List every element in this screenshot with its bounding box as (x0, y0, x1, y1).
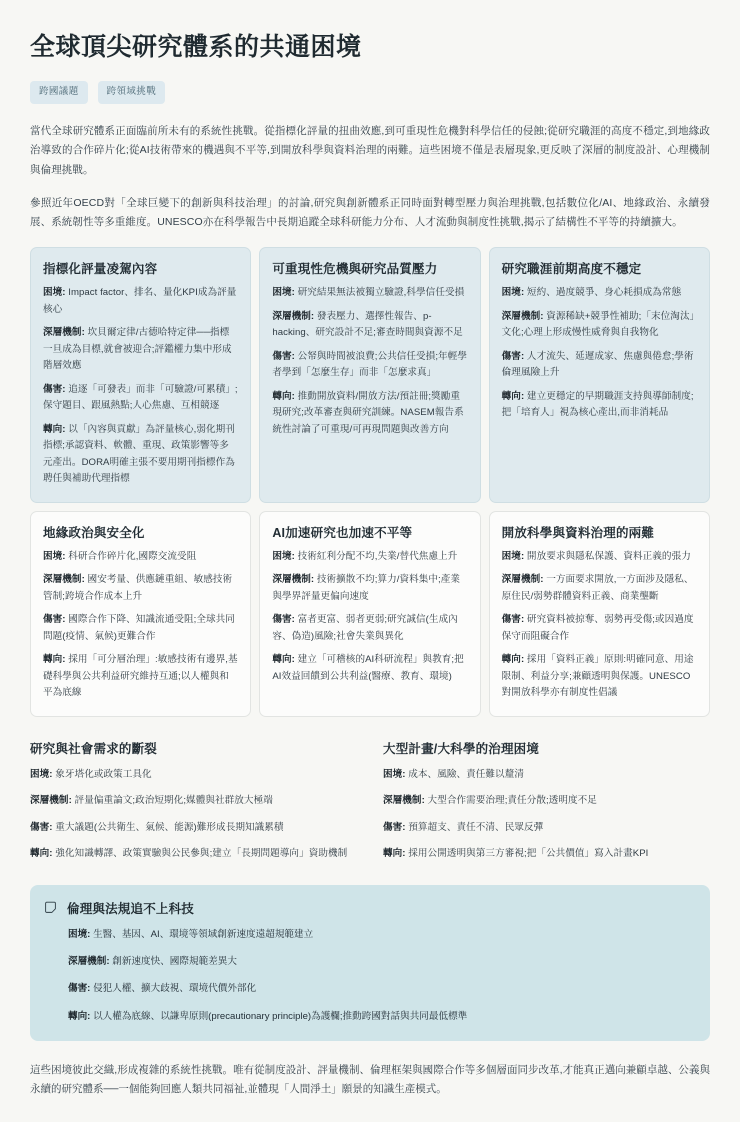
label-dilemma: 困境: (501, 287, 525, 299)
label-mechanism: 深層機制: (43, 327, 85, 339)
value-dilemma: 成本、風險、責任難以釐清 (408, 768, 524, 780)
label-shift: 轉向: (501, 654, 525, 666)
label-shift: 轉向: (30, 848, 53, 860)
label-shift: 轉向: (43, 423, 66, 435)
value-harm: 追逐「可發表」而非「可驗證/可累積」;保守題目、跟風熱點;人心焦慮、互相競逐 (43, 383, 238, 412)
card-title: 研究職涯前期高度不穩定 (501, 261, 642, 276)
value-dilemma: 科研合作碎片化,國際交流受阻 (68, 550, 197, 562)
card-mechanism (502, 309, 697, 342)
card-harm (502, 612, 697, 645)
card-harm (43, 612, 238, 645)
label-dilemma: 困境: (68, 928, 91, 940)
card-ai-inequality (259, 511, 480, 717)
value-dilemma: 技術紅利分配不均,失業/替代焦慮上升 (297, 550, 458, 562)
label-harm: 傷害: (501, 614, 525, 626)
intro-paragraph-2: 參照近年OECD對「全球巨變下的創新與科技治理」的討論,研究與創新體系正同時面對轉型壓力與治理挑戰,包括數位化/AI、地緣政治、永續發展、系統韌性等多重維度。UNESCO亦在科學報告中長期追蹤全球科研能力分布、人才流動與制度性挑戰,揭示了結構性不平等的持續擴大。 (30, 197, 710, 229)
card-early-career-instability (489, 247, 710, 503)
card-shift (502, 652, 697, 702)
value-harm: 公帑與時間被浪費;公共信任受損;年輕學者學到「怎麼生存」而非「怎麼求真」 (272, 350, 467, 379)
callout-dilemma (68, 927, 694, 943)
value-shift: 以「內容與貢獻」為評量核心,弱化期刊指標;承認資料、軟體、重現、政策影響等多元產出。DORA明確主張不要用期刊指標作為聘任與補助代理指標 (43, 423, 235, 485)
note-icon (44, 901, 57, 914)
card-harm (502, 349, 697, 382)
page-title: 全球頂尖研究體系的共通困境 (30, 33, 362, 61)
section-research-society-gap (30, 739, 357, 863)
value-mechanism: 大型合作需要治理;責任分散;透明度不足 (427, 795, 597, 807)
card-mechanism (272, 572, 467, 605)
value-harm: 預算超支、責任不清、民眾反彈 (408, 821, 544, 833)
label-dilemma: 困境: (43, 287, 66, 299)
label-mechanism: 深層機制: (68, 956, 110, 968)
label-mechanism: 深層機制: (43, 574, 85, 586)
section-mechanism (30, 793, 357, 810)
card-indicator-evaluation (30, 247, 251, 503)
card-mechanism (43, 325, 238, 375)
value-shift: 強化知識轉譯、政策實驗與公民參與;建立「長期問題導向」資助機制 (55, 848, 348, 860)
value-mechanism: 技術擴散不均;算力/資料集中;產業與學界評量更偏向速度 (272, 574, 461, 602)
closing-paragraph: 這些困境彼此交織,形成複雜的系統性挑戰。唯有從制度設計、評量機制、倫理框架與國際合作等多個層面同步改革,才能真正邁向兼顧卓越、公義與永續的研究體系──一個能夠回應人類共同福祉,並體現「人間淨土」願景的知識生產模式。 (30, 1064, 710, 1096)
section-harm (30, 820, 357, 837)
card-title: AI加速研究也加速不平等 (272, 525, 413, 540)
value-dilemma: 短約、過度競爭、身心耗損成為常態 (526, 287, 682, 299)
card-dilemma (43, 549, 238, 566)
value-mechanism: 評量偏重論文;政治短期化;媒體與社群放大極端 (74, 795, 273, 807)
card-dilemma (502, 285, 697, 302)
card-dilemma (43, 285, 238, 318)
card-title: 可重現性危機與研究品質壓力 (272, 261, 438, 276)
value-dilemma: 象牙塔化或政策工具化 (55, 768, 152, 780)
label-harm: 傷害: (68, 983, 91, 995)
section-shift (383, 846, 710, 863)
card-mechanism (502, 572, 697, 605)
value-harm: 富者更富、弱者更弱;研究誠信(生成內容、偽造)風險;社會失業與異化 (272, 614, 458, 642)
label-mechanism: 深層機制: (501, 574, 544, 586)
card-shift (43, 652, 238, 702)
card-title: 地緣政治與安全化 (43, 525, 145, 540)
label-dilemma: 困境: (272, 287, 295, 299)
label-dilemma: 困境: (43, 550, 66, 562)
value-mechanism: 創新速度快、國際規範差異大 (112, 956, 237, 968)
section-big-science-governance (383, 739, 710, 863)
tag-chip-0[interactable]: 跨國議題 (30, 81, 88, 104)
value-harm: 侵犯人權、擴大歧視、環境代價外部化 (93, 983, 257, 995)
value-dilemma: 開放要求與隱私保護、資料正義的張力 (526, 550, 691, 562)
value-dilemma: Impact factor、排名、量化KPI成為評量核心 (43, 287, 237, 315)
card-harm (43, 382, 238, 415)
value-harm: 研究資料被掠奪、弱勢再受傷;或因過度保守而阻礙合作 (501, 614, 694, 642)
card-title: 開放科學與資料治理的兩難 (501, 525, 655, 540)
section-harm (383, 820, 710, 837)
card-reproducibility-crisis (259, 247, 480, 503)
label-harm: 傷害: (43, 614, 66, 626)
callout-header (44, 899, 694, 917)
card-mechanism (43, 572, 238, 605)
label-harm: 傷害: (43, 383, 66, 395)
card-shift (272, 389, 467, 439)
plain-sections (30, 739, 710, 863)
intro-paragraph-1: 當代全球研究體系正面臨前所未有的系統性挑戰。從指標化評量的扭曲效應,到可重現性危機對科學信任的侵蝕;從研究職涯的高度不穩定,到地緣政治導致的合作碎片化;從AI技術帶來的機遇與不平等,到開放科學與資料治理的兩難。這些困境不僅是表層現象,更反映了深層的制度設計、心理機制與倫理挑戰。 (30, 124, 710, 176)
value-shift: 以人權為底線、以謙卑原則(precautionary principle)為護欄;推動跨國對話與共同最低標準 (93, 1010, 468, 1022)
card-harm (272, 612, 467, 645)
label-dilemma: 困境: (383, 768, 406, 780)
card-dilemma (502, 549, 697, 566)
value-harm: 人才流失、延遲成家、焦慮與倦怠;學術倫理風險上升 (501, 350, 694, 379)
card-title: 指標化評量凌駕內容 (43, 261, 158, 276)
section-dilemma (30, 767, 357, 784)
callout-harm (68, 981, 694, 997)
value-mechanism: 坎貝爾定律/古德哈特定律──指標一旦成為目標,就會被迎合;評鑑權力集中形成階層效應 (43, 327, 232, 372)
label-shift: 轉向: (272, 390, 295, 402)
card-harm (272, 349, 467, 382)
label-mechanism: 深層機制: (30, 795, 72, 807)
value-harm: 國際合作下降、知識流通受阻;全球共同問題(疫情、氣候)更難合作 (43, 614, 235, 642)
label-harm: 傷害: (30, 821, 53, 833)
tag-list (30, 81, 710, 104)
callout-title: 倫理與法規追不上科技 (67, 901, 195, 916)
callout-body (44, 927, 694, 1025)
value-dilemma: 研究結果無法被獨立驗證,科學信任受損 (297, 287, 465, 299)
section-title: 研究與社會需求的斷裂 (30, 741, 158, 756)
card-grid-row-1 (30, 247, 710, 503)
callout-ethics-regulation (30, 885, 710, 1041)
value-shift: 採用「可分層治理」:敏感技術有邊界,基礎科學與公共利益研究維持互通;以人權與和平為底線 (43, 654, 238, 699)
label-dilemma: 困境: (30, 768, 53, 780)
label-harm: 傷害: (272, 350, 295, 362)
label-shift: 轉向: (501, 390, 525, 402)
card-shift (502, 389, 697, 422)
callout-mechanism (68, 954, 694, 970)
value-shift: 建立更穩定的早期職涯支持與導師制度;把「培育人」視為核心產出,而非消耗品 (501, 390, 694, 419)
value-dilemma: 生醫、基因、AI、環境等領域創新速度遠超規範建立 (93, 928, 314, 940)
label-harm: 傷害: (501, 350, 525, 362)
label-mechanism: 深層機制: (272, 574, 315, 586)
value-harm: 重大議題(公共衛生、氣候、能源)難形成長期知識累積 (55, 821, 284, 833)
value-mechanism: 資源稀缺+競爭性補助;「末位淘汰」文化;心理上形成慢性威脅與自我物化 (501, 310, 695, 339)
label-shift: 轉向: (68, 1010, 91, 1022)
value-shift: 推動開放資料/開放方法/預註冊;獎勵重現研究;改革審查與研究訓練。NASEM報告系統性討論了可重現/可再現問題與改善方向 (272, 390, 464, 435)
label-dilemma: 困境: (272, 550, 295, 562)
value-mechanism: 一方面要求開放,一方面涉及隱私、原住民/弱勢群體資料正義、商業壟斷 (501, 574, 694, 602)
tag-chip-1[interactable]: 跨領域挑戰 (98, 81, 166, 104)
label-shift: 轉向: (43, 654, 66, 666)
value-shift: 採用公開透明與第三方審視;把「公共價值」寫入計畫KPI (408, 848, 649, 860)
section-shift (30, 846, 357, 863)
section-dilemma (383, 767, 710, 784)
label-harm: 傷害: (383, 821, 406, 833)
label-shift: 轉向: (383, 848, 406, 860)
value-mechanism: 國安考量、供應鏈重組、敏感技術管制;跨境合作成本上升 (43, 574, 233, 602)
card-mechanism (272, 309, 467, 342)
card-dilemma (272, 549, 467, 566)
card-open-science-data-governance (489, 511, 710, 717)
label-dilemma: 困境: (501, 550, 525, 562)
label-harm: 傷害: (272, 614, 295, 626)
label-mechanism: 深層機制: (501, 310, 544, 322)
value-mechanism: 發表壓力、選擇性報告、p-hacking、研究設計不足;審查時間與資源不足 (272, 310, 463, 339)
label-shift: 轉向: (272, 654, 295, 666)
section-mechanism (383, 793, 710, 810)
label-mechanism: 深層機制: (272, 310, 315, 322)
card-shift (272, 652, 467, 685)
label-mechanism: 深層機制: (383, 795, 425, 807)
card-dilemma (272, 285, 467, 302)
callout-shift (68, 1009, 694, 1025)
value-shift: 採用「資料正義」原則:明確同意、用途限制、利益分享;兼顧透明與保護。UNESCO對開放科學亦有制度性倡議 (501, 654, 694, 699)
value-shift: 建立「可稽核的AI科研流程」與教育;把AI效益回饋到公共利益(醫療、教育、環境) (272, 654, 464, 682)
card-geopolitics-securitization (30, 511, 251, 717)
card-shift (43, 422, 238, 488)
card-grid-row-2 (30, 511, 710, 717)
section-title: 大型計畫/大科學的治理困境 (383, 741, 540, 756)
